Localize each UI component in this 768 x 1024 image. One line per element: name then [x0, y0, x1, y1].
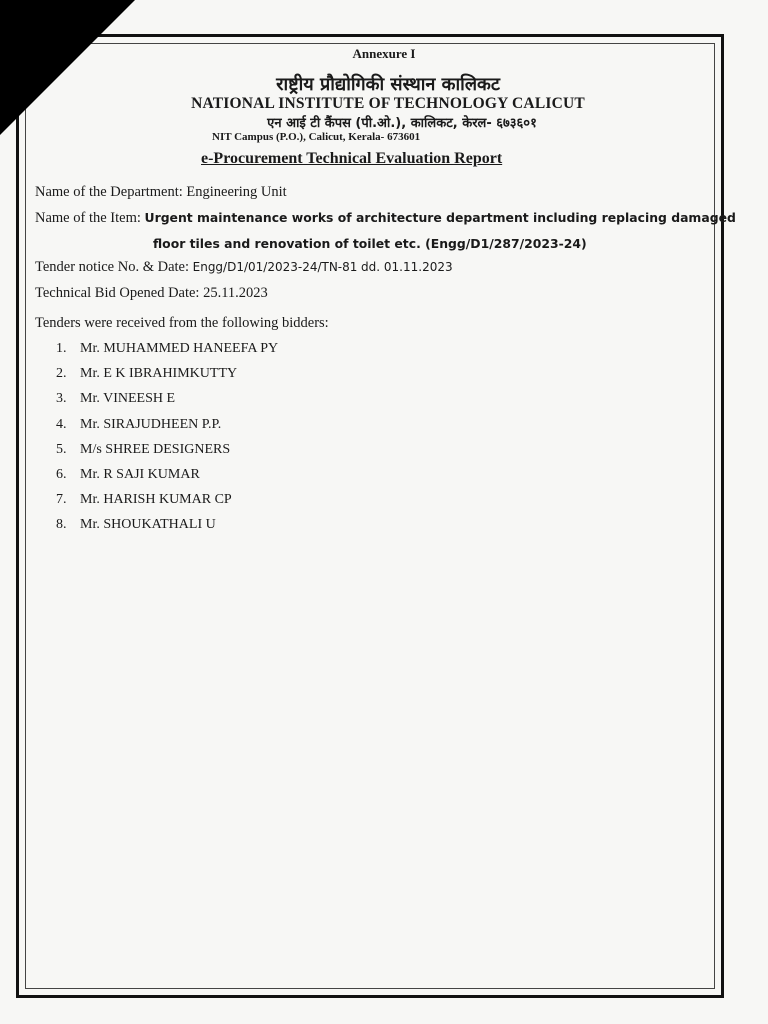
bidder-number: 7. [56, 492, 67, 508]
item-row-continued [153, 236, 587, 253]
address-hindi: एन आई टी कैंपस (पी.ओ.), कालिकट, केरल- ६७३६०१ [267, 116, 537, 131]
department-label: Name of the Department: [35, 184, 183, 200]
bidder-name: Mr. MUHAMMED HANEEFA PY [80, 341, 279, 356]
bid-opened-value: 25.11.2023 [203, 285, 268, 301]
institute-name-hindi: राष्ट्रीय प्रौद्योगिकी संस्थान कालिकट [276, 74, 500, 95]
bidder-name: Mr. HARISH KUMAR CP [80, 492, 232, 508]
report-title: e-Procurement Technical Evaluation Report [201, 150, 503, 167]
item-value-line2: floor tiles and renovation of toilet etc. (Engg/D1/287/2023-24) [153, 236, 587, 251]
bidder-number: 8. [56, 517, 67, 533]
department-value: Engineering Unit [186, 184, 287, 200]
bidder-name: Mr. SIRAJUDHEEN P.P. [80, 416, 222, 432]
bidder-name: Mr. E K IBRAHIMKUTTY [80, 366, 238, 382]
bidder-item [56, 439, 278, 464]
bidder-number: 6. [56, 466, 67, 482]
scan-corner-shadow [0, 0, 135, 135]
tender-notice-number: Engg/D1/01/2023-24/TN-81 [192, 260, 358, 274]
bidder-name: Mr. SHOUKATHALI U [80, 517, 216, 533]
annexure-label: Annexure I [352, 46, 416, 61]
tenders-intro: Tenders were received from the following bidders: [35, 315, 329, 331]
bidder-number: 1. [56, 341, 67, 356]
item-value-line1: Urgent maintenance works of architecture department including replacing damaged [144, 210, 736, 225]
bidder-item [56, 338, 278, 363]
bidder-number: 2. [56, 366, 67, 382]
bidder-item [56, 489, 278, 514]
bidder-name: Mr. VINEESH E [80, 391, 176, 407]
address-english: NIT Campus (P.O.), Calicut, Kerala- 673601 [212, 131, 421, 143]
bidder-name: Mr. R SAJI KUMAR [80, 466, 200, 482]
bidder-item [56, 363, 278, 388]
bidder-name: M/s SHREE DESIGNERS [80, 441, 231, 457]
bidder-item [56, 464, 278, 489]
bidder-number: 5. [56, 441, 67, 457]
bidder-item [56, 414, 278, 439]
bidder-list [56, 338, 278, 540]
bid-opened-label: Technical Bid Opened Date: [35, 285, 200, 301]
bidder-number: 3. [56, 391, 67, 407]
bidder-item [56, 514, 278, 539]
item-label: Name of the Item: [35, 210, 141, 226]
department-row [35, 184, 287, 201]
tender-notice-date: dd. 01.11.2023 [361, 260, 453, 274]
tender-notice-row [35, 259, 453, 276]
bid-opened-row [35, 285, 268, 302]
item-row [35, 210, 736, 227]
bidder-item [56, 388, 278, 413]
bidder-number: 4. [56, 416, 67, 432]
tender-notice-label: Tender notice No. & Date: [35, 259, 189, 275]
institute-name-english: NATIONAL INSTITUTE OF TECHNOLOGY CALICUT [191, 95, 585, 112]
